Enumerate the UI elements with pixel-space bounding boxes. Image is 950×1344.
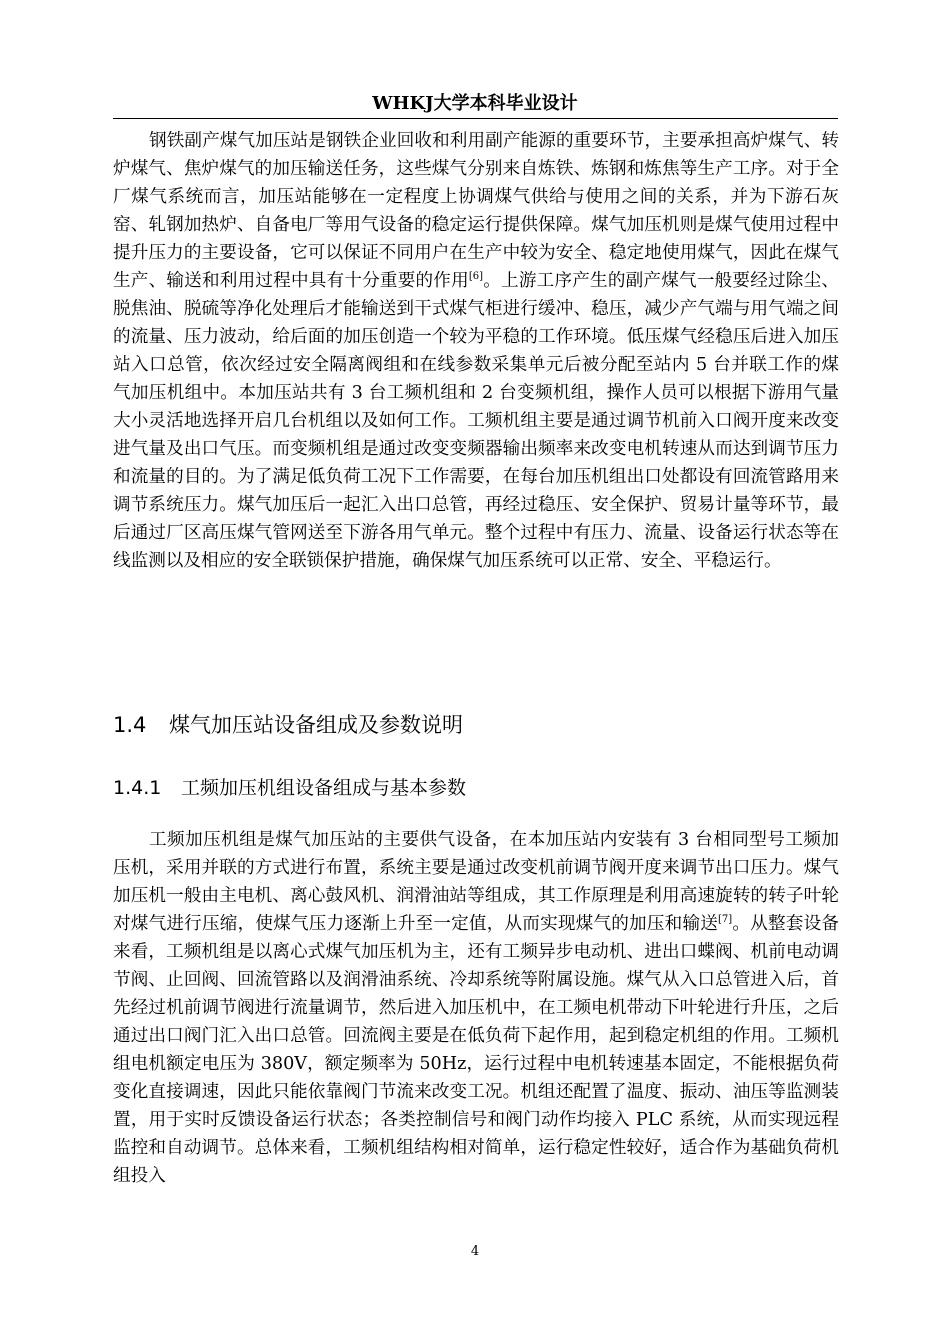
header-rule <box>113 118 838 119</box>
body-paragraph-equipment <box>113 826 839 1190</box>
paragraph-text: 钢铁副产煤气加压站是钢铁企业回收和利用副产能源的重要环节，主要承担高炉煤气、转炉煤气、焦炉煤气的加压输送任务，这些煤气分别来自炼铁、炼钢和炼焦等生产工序。对于全厂煤气系统而言，加压站能够在一定程度上协调煤气供给与使用之间的关系，并为下游石灰窑、轧钢加热炉、自备电厂等用气设备的稳定运行提供保障。煤气加压机则是煤气使用过程中提升压力的主要设备，它可以保证不同用户在生产中较为安全、稳定地使用煤气，因此在煤气生产、输送和利用过程中具有十分重要的作用 <box>113 131 839 291</box>
body-paragraph-intro <box>113 127 839 575</box>
section-title: 煤气加压站设备组成及参数说明 <box>169 713 463 737</box>
paragraph-text: 。上游工序产生的副产煤气一般要经过除尘、脱焦油、脱硫等净化处理后才能输送到干式煤气柜进行缓冲、稳压，减少产气端与用气端之间的流量、压力波动，给后面的加压创造一个较为平稳的工作环境。低压煤气经稳压后进入加压站入口总管，依次经过安全隔离阀组和在线参数采集单元后被分配至站内 5 台并联工作的煤气加压机组中。本加压站共有 3 台工频机组和 2 台变频机组，操作人员可以根据下游用气量大小灵活地选择开启几台机组以及如何工作。工频机组主要是通过调节机前入口阀开度来改变进气量及出口气压。而变频机组是通过改变变频器输出频率来改变电机转速从而达到调节压力和流量的目的。为了满足低负荷工况下工作需要，在每台加压机组出口处都设有回流管路用来调节系统压力。煤气加压后一起汇入出口总管，再经过稳压、安全保护、贸易计量等环节，最后通过厂区高压煤气管网送至下游各用气单元。整个过程中有压力、流量、设备运行状态等在线监测以及相应的安全联锁保护措施，确保煤气加压系统可以正常、安全、平稳运行。 <box>113 271 839 571</box>
citation-marker: [6] <box>468 271 484 282</box>
paragraph-text: 。从整套设备来看，工频机组是以离心式煤气加压机为主，还有工频异步电动机、进出口蝶阀、机前电动调节阀、止回阀、回流管路以及润滑油系统、冷却系统等附属设施。煤气从入口总管进入后，首先经过机前调节阀进行流量调节，然后进入加压机中，在工频电机带动下叶轮进行升压，之后通过出口阀门汇入出口总管。回流阀主要是在低负荷下起作用，起到稳定机组的作用。工频机组电机额定电压为 380V，额定频率为 50Hz，运行过程中电机转速基本固定，不能根据负荷变化直接调速，因此只能依靠阀门节流来改变工况。机组还配置了温度、振动、油压等监测装置，用于实时反馈设备运行状态；各类控制信号和阀门动作均接入 PLC 系统，从而实现远程监控和自动调节。总体来看，工频机组结构相对简单，运行稳定性较好，适合作为基础负荷机组投入 <box>113 914 839 1186</box>
citation-marker: [7] <box>718 914 733 925</box>
section-heading <box>113 707 839 743</box>
page-number: 4 <box>470 1244 480 1259</box>
paragraph-text: 工频加压机组是煤气加压站的主要供气设备，在本加压站内安装有 3 台相同型号工频加压机，采用并联的方式进行布置，系统主要是通过改变机前调节阀开度来调节出口压力。煤气加压机一般由主电机、离心鼓风机、润滑油站等组成，其工作原理是利用高速旋转的转子叶轮对煤气进行压缩，使煤气压力逐渐上升至一定值，从而实现煤气的加压和输送 <box>113 830 839 934</box>
subsection-heading <box>113 772 839 804</box>
subsection-title: 工频加压机组设备组成与基本参数 <box>181 777 467 799</box>
running-header-title: WHKJ大学本科毕业设计 <box>372 93 578 114</box>
subsection-number: 1.4.1 <box>113 777 162 799</box>
section-number: 1.4 <box>113 713 147 737</box>
